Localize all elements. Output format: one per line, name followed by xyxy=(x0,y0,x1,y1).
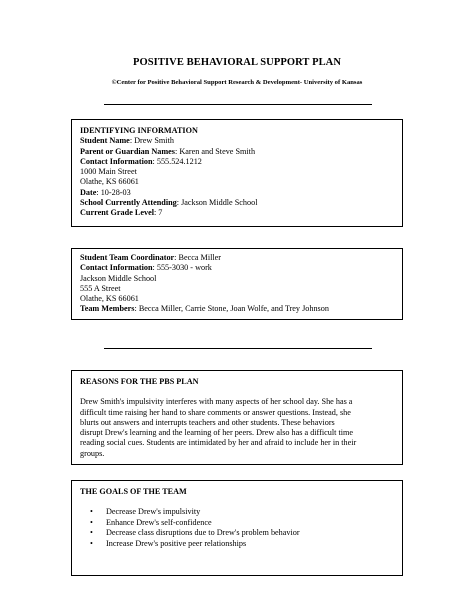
contact-row xyxy=(80,157,394,167)
team-contact-row xyxy=(80,263,394,273)
goal-text: Enhance Drew's self-confidence xyxy=(106,517,212,527)
copyright-notice: ©Center for Positive Behavioral Support Research & Development- University of Kansas xyxy=(111,79,363,86)
divider-middle xyxy=(104,348,372,349)
field-label: Date xyxy=(80,187,97,197)
field-label: Student Team Coordinator xyxy=(80,253,175,262)
bullet-icon: • xyxy=(90,517,93,527)
goals-box xyxy=(71,480,403,576)
team-members-row xyxy=(80,304,394,314)
field-label: Student Name xyxy=(80,136,130,146)
field-value: : 10-28-03 xyxy=(96,187,131,197)
page-title: POSITIVE BEHAVIORAL SUPPORT PLAN xyxy=(132,57,342,68)
field-label: Contact Information xyxy=(80,156,153,166)
field-value: : Becca Miller, Carrie Stone, Joan Wolfe, and Trey Johnson xyxy=(134,304,329,314)
list-item xyxy=(90,539,394,550)
paragraph-line: disrupt Drew's learning and the learning of her peers. Drew also has a difficult time xyxy=(80,428,354,438)
school-row xyxy=(80,198,394,208)
field-label: Team Members xyxy=(80,304,135,314)
bullet-icon: • xyxy=(90,528,93,538)
address-line: 1000 Main Street xyxy=(80,167,137,177)
field-label: School Currently Attending xyxy=(80,198,177,208)
parent-names-row xyxy=(80,147,394,157)
field-value: : 7 xyxy=(153,208,163,218)
identifying-information-box xyxy=(71,119,403,227)
list-item xyxy=(90,507,394,518)
field-value: : Karen and Steve Smith xyxy=(175,146,256,156)
goal-text: Decrease class disruptions due to Drew's problem behavior xyxy=(106,528,300,538)
paragraph-line: blurts out answers and interrupts teachers and other students. These behaviors xyxy=(80,417,335,427)
address-line: Jackson Middle School xyxy=(80,273,157,283)
bullet-icon: • xyxy=(90,507,93,517)
field-label: Contact Information xyxy=(80,263,153,273)
section-heading: THE GOALS OF THE TEAM xyxy=(80,487,187,496)
bullet-icon: • xyxy=(90,539,93,549)
paragraph-line: difficult time raising her hand to share comments or answer questions. Instead, she xyxy=(80,407,351,417)
reasons-paragraph xyxy=(80,397,394,459)
field-label: Parent or Guardian Names xyxy=(80,146,175,156)
paragraph-line: groups. xyxy=(80,448,105,458)
grade-row xyxy=(80,208,394,218)
section-heading: REASONS FOR THE PBS PLAN xyxy=(80,377,199,386)
address-line: Olathe, KS 66061 xyxy=(80,294,139,304)
field-value: : 555-3030 - work xyxy=(152,263,212,273)
goal-text: Increase Drew's positive peer relationships xyxy=(106,539,247,549)
paragraph-line: Drew Smith's impulsivity interferes with many aspects of her school day. She has a xyxy=(80,397,353,407)
address-line: 555 A Street xyxy=(80,283,121,293)
coordinator-row xyxy=(80,253,394,263)
goals-list xyxy=(80,507,394,549)
goal-text: Decrease Drew's impulsivity xyxy=(106,507,201,517)
section-heading: IDENTIFYING INFORMATION xyxy=(80,126,198,135)
reasons-box xyxy=(71,370,403,465)
field-value: : 555.524.1212 xyxy=(152,156,202,166)
field-value: : Jackson Middle School xyxy=(176,198,258,208)
field-label: Current Grade Level xyxy=(80,208,154,218)
field-value: : Becca Miller xyxy=(174,253,222,262)
address-line: Olathe, KS 66061 xyxy=(80,177,139,187)
list-item xyxy=(90,518,394,529)
paragraph-line: reading social cues. Students are intimidated by her and afraid to include her in their xyxy=(80,438,357,448)
team-information-box xyxy=(71,248,403,320)
field-value: : Drew Smith xyxy=(129,136,174,146)
divider-top xyxy=(104,104,372,105)
list-item xyxy=(90,528,394,539)
student-name-row xyxy=(80,136,394,146)
date-row xyxy=(80,188,394,198)
